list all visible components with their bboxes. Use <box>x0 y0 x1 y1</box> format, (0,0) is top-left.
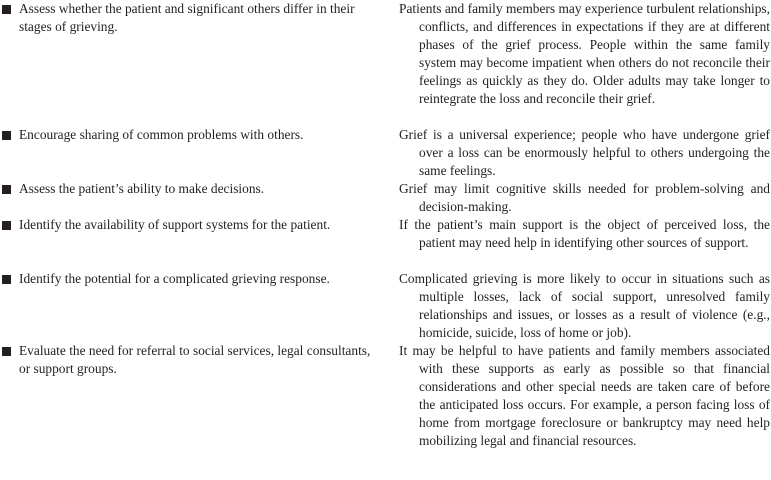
rationale: Patients and family members may experience turbulent relationships, conflicts, and differences in expectations if they are at different phases of the grief process. People within the same family system may become impatient when others do not reconcile their feelings as quickly as they do. Older adults may take longer to reintegrate the loss and reconcile their grief. <box>399 1 770 106</box>
rationale: It may be helpful to have patients and family members associated with these supports as early as possible so that financial considerations and other special needs are taken care of before the anticipated loss occurs. For example, a person facing loss of home from mortgage foreclosure or bankruptcy may need help mobilizing legal and financial resources. <box>399 343 770 448</box>
rationale: Grief may limit cognitive skills needed for problem-solving and decision-making. <box>399 181 770 214</box>
nursing-action: Encourage sharing of common problems with others. <box>19 127 304 142</box>
nursing-action: Identify the potential for a complicated grieving response. <box>19 271 330 286</box>
rationale: Grief is a universal experience; people who have undergone grief over a loss can be enormously helpful to others undergoing the same feelings. <box>399 127 770 178</box>
rationale: Complicated grieving is more likely to occur in situations such as multiple losses, lack of social support, unresolved family relationships and issues, or losses as a result of violence (e.g., homicide, suicide, loss of home or job). <box>399 271 770 340</box>
nursing-action: Identify the availability of support systems for the patient. <box>19 217 331 232</box>
nursing-action: Assess the patient’s ability to make decisions. <box>19 181 265 196</box>
rationale: If the patient’s main support is the object of perceived loss, the patient may need help in identifying other sources of support. <box>399 217 770 250</box>
nursing-action: Evaluate the need for referral to social services, legal consultants, or support groups. <box>19 343 371 376</box>
nursing-action: Assess whether the patient and significant others differ in their stages of grieving. <box>19 1 355 34</box>
